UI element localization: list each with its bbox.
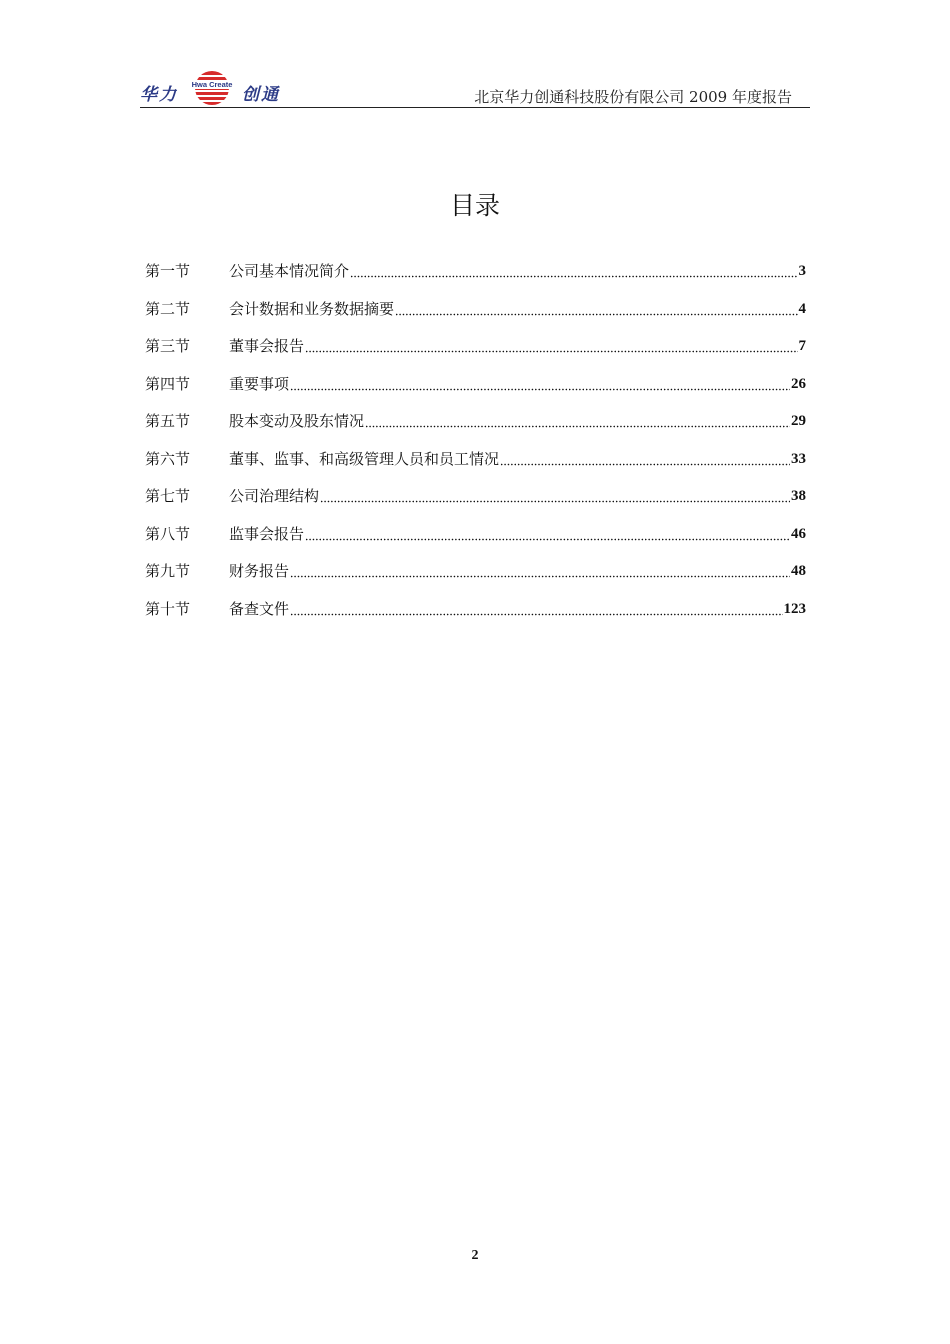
logo-mark-text: Hwa Create [191, 80, 233, 89]
dot-leader [365, 410, 790, 432]
toc-title: 董事会报告 [229, 337, 305, 355]
toc-title: 财务报告 [229, 562, 290, 580]
toc-entry[interactable] [145, 560, 806, 598]
toc-section-number: 第四节 [145, 374, 191, 393]
dot-leader [350, 260, 797, 282]
toc-title: 股本变动及股东情况 [229, 412, 365, 430]
dot-leader [290, 560, 790, 582]
toc-entry[interactable] [145, 410, 806, 448]
dot-leader [290, 598, 782, 620]
toc-section-number: 第二节 [145, 299, 191, 318]
header-divider [140, 107, 810, 108]
toc-heading: 目录 [449, 191, 500, 220]
toc-title: 备查文件 [229, 599, 290, 618]
toc-page-number: 123 [783, 600, 806, 617]
toc-entry[interactable] [145, 448, 806, 486]
toc-entry[interactable] [145, 523, 806, 561]
table-of-contents [145, 260, 806, 635]
page-number: 2 [471, 1248, 479, 1263]
dot-leader [305, 335, 797, 357]
toc-section-number: 第五节 [145, 412, 191, 430]
report-title: 北京华力创通科技股份有限公司 2009 年度报告 [474, 88, 792, 106]
toc-title: 会计数据和业务数据摘要 [229, 299, 395, 318]
toc-section-number: 第一节 [145, 262, 191, 280]
toc-section-number: 第十节 [145, 599, 191, 618]
toc-title: 董事、监事、和高级管理人员和员工情况 [229, 449, 500, 468]
toc-page-number: 33 [791, 450, 806, 467]
logo-text-right: 创通 [242, 85, 280, 105]
toc-entry[interactable] [145, 373, 806, 411]
toc-title: 公司基本情况简介 [229, 262, 350, 280]
toc-section-number: 第六节 [145, 449, 191, 468]
dot-leader [395, 298, 797, 320]
hwa-create-logo [190, 64, 234, 108]
toc-entry[interactable] [145, 598, 806, 636]
toc-page-number: 46 [791, 525, 806, 542]
toc-section-number: 第三节 [145, 337, 191, 355]
toc-page-number: 29 [791, 413, 806, 429]
dot-leader [290, 373, 790, 395]
toc-page-number: 4 [798, 300, 806, 317]
toc-section-number: 第七节 [145, 487, 191, 505]
toc-title: 公司治理结构 [229, 487, 320, 505]
toc-page-number: 38 [791, 488, 806, 504]
logo-text-left: 华力 [140, 85, 178, 105]
toc-page-number: 26 [791, 375, 806, 392]
toc-title: 重要事项 [229, 374, 290, 393]
toc-title: 监事会报告 [229, 524, 305, 543]
toc-entry[interactable] [145, 335, 806, 373]
toc-page-number: 7 [798, 338, 806, 354]
dot-leader [320, 485, 790, 507]
toc-entry[interactable] [145, 485, 806, 523]
toc-section-number: 第八节 [145, 524, 191, 543]
page-header [140, 62, 810, 108]
toc-page-number: 48 [791, 563, 806, 579]
dot-leader [305, 523, 790, 545]
toc-section-number: 第九节 [145, 562, 191, 580]
toc-page-number: 3 [798, 263, 806, 279]
dot-leader [500, 448, 790, 470]
toc-entry[interactable] [145, 298, 806, 336]
toc-entry[interactable] [145, 260, 806, 298]
